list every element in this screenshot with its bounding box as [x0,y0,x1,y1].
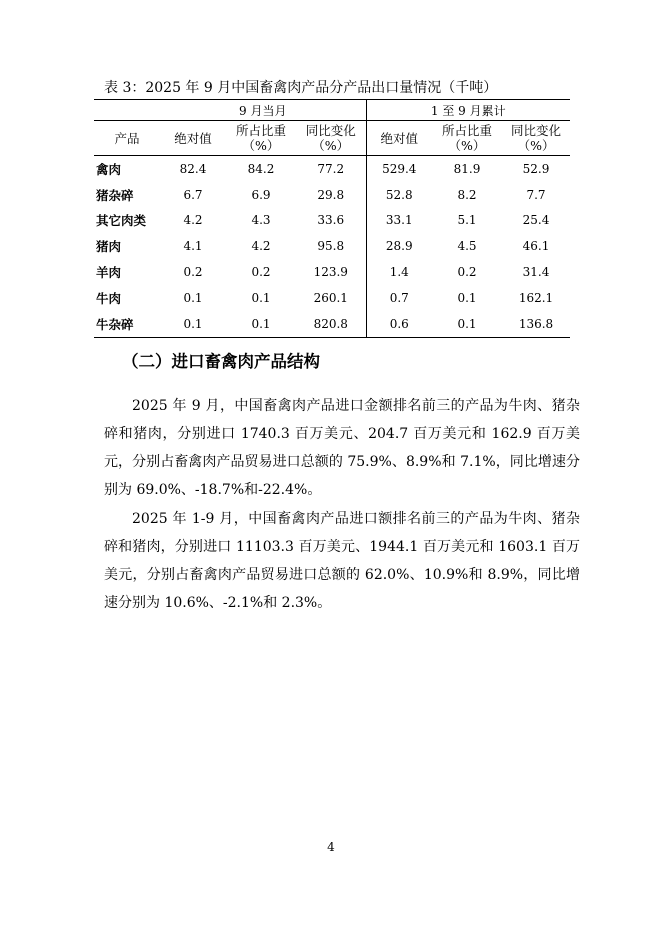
month-abs: 0.1 [183,290,203,305]
group-header-ytd: 1 至 9 月累计 [366,100,570,121]
month-abs: 6.7 [183,187,203,202]
paragraph-import-ytd: 2025 年 1-9 月，中国畜禽肉产品进口额排名前三的产品为牛肉、猪杂碎和猪肉，分别进口 11103.3 百万美元、1944.1 百万美元和 1603.1 百万美元，分别占畜禽肉产品贸易进口总额的 62.0%、10.9%和 8.9%，同比增速分别为 10.6%、-2.1%和 2.3%。 [104,511,580,611]
header-spacer [94,100,160,121]
export-volume-table [94,99,570,338]
col-header-abs: 绝对值 [160,121,226,156]
month-share: 6.9 [251,187,271,202]
month-yoy: 260.1 [313,290,348,305]
ytd-share: 0.2 [457,265,477,280]
product-name: 其它肉类 [96,213,147,229]
product-name: 牛肉 [96,290,122,306]
ytd-share: 4.5 [457,239,477,254]
month-abs: 0.1 [160,311,226,337]
table-row [94,285,570,311]
month-abs: 4.2 [183,213,203,228]
ytd-share: 0.1 [457,290,477,305]
month-share: 4.3 [251,213,271,228]
product-name: 禽肉 [96,161,122,177]
ytd-share: 5.1 [457,213,477,228]
ytd-share: 8.2 [457,187,477,202]
table-row [94,208,570,234]
page-number: 4 [327,840,335,854]
ytd-yoy: 136.8 [502,311,570,337]
col-header-yoy: 同比变化 （%） [502,121,570,156]
table-row [94,233,570,259]
month-abs: 4.1 [183,239,203,254]
product-name: 羊肉 [96,265,122,281]
ytd-yoy: 162.1 [518,290,554,305]
table-row [94,156,570,182]
col-header-yoy: 同比变化 （%） [296,121,366,156]
product-name: 牛杂碎 [94,311,160,337]
month-share: 0.1 [251,290,271,305]
section-heading: （二）进口畜禽肉产品结构 [122,352,320,371]
product-name: 猪杂碎 [96,187,134,203]
month-share: 0.1 [226,311,296,337]
ytd-yoy: 31.4 [522,265,550,280]
col-header-share: 所占比重 （%） [226,121,296,156]
month-yoy: 123.9 [313,265,348,280]
month-abs: 82.4 [179,161,207,176]
month-yoy: 77.2 [317,161,345,176]
month-yoy: 95.8 [317,239,345,254]
group-header-month: 9 月当月 [160,100,366,121]
ytd-yoy: 25.4 [522,213,550,228]
month-yoy: 29.8 [317,187,345,202]
ytd-abs: 529.4 [366,156,432,182]
product-name: 猪肉 [96,239,122,255]
table-row [94,311,570,337]
month-yoy: 33.6 [317,213,345,228]
paragraph-import-month: 2025 年 9 月，中国畜禽肉产品进口金额排名前三的产品为牛肉、猪杂碎和猪肉，分别进口 1740.3 百万美元、204.7 百万美元和 162.9 百万美元，分别占畜禽肉产品贸易进口总额的 75.9%、8.9%和 7.1%，同比增速分别为 69.0%、-18.7%和-22.4%。 [104,398,580,498]
ytd-abs: 52.8 [366,182,432,208]
col-header-share: 所占比重 （%） [432,121,502,156]
ytd-share: 81.9 [453,161,481,176]
month-share: 84.2 [247,161,275,176]
table-row [94,259,570,285]
ytd-abs: 28.9 [366,233,432,259]
month-share: 0.2 [251,265,271,280]
table-row [94,182,570,208]
col-header-product: 产品 [94,121,160,156]
month-abs: 0.2 [183,265,203,280]
table-caption: 表 3：2025 年 9 月中国畜禽肉产品分产品出口量情况（千吨） [104,80,498,96]
month-share: 4.2 [251,239,271,254]
ytd-abs: 0.7 [366,285,432,311]
month-yoy: 820.8 [296,311,366,337]
ytd-yoy: 52.9 [522,161,550,176]
ytd-yoy: 7.7 [526,187,546,202]
col-header-abs: 绝对值 [366,121,432,156]
ytd-abs: 0.6 [366,311,432,337]
ytd-abs: 1.4 [366,259,432,285]
ytd-share: 0.1 [432,311,502,337]
ytd-yoy: 46.1 [522,239,550,254]
ytd-abs: 33.1 [366,208,432,234]
